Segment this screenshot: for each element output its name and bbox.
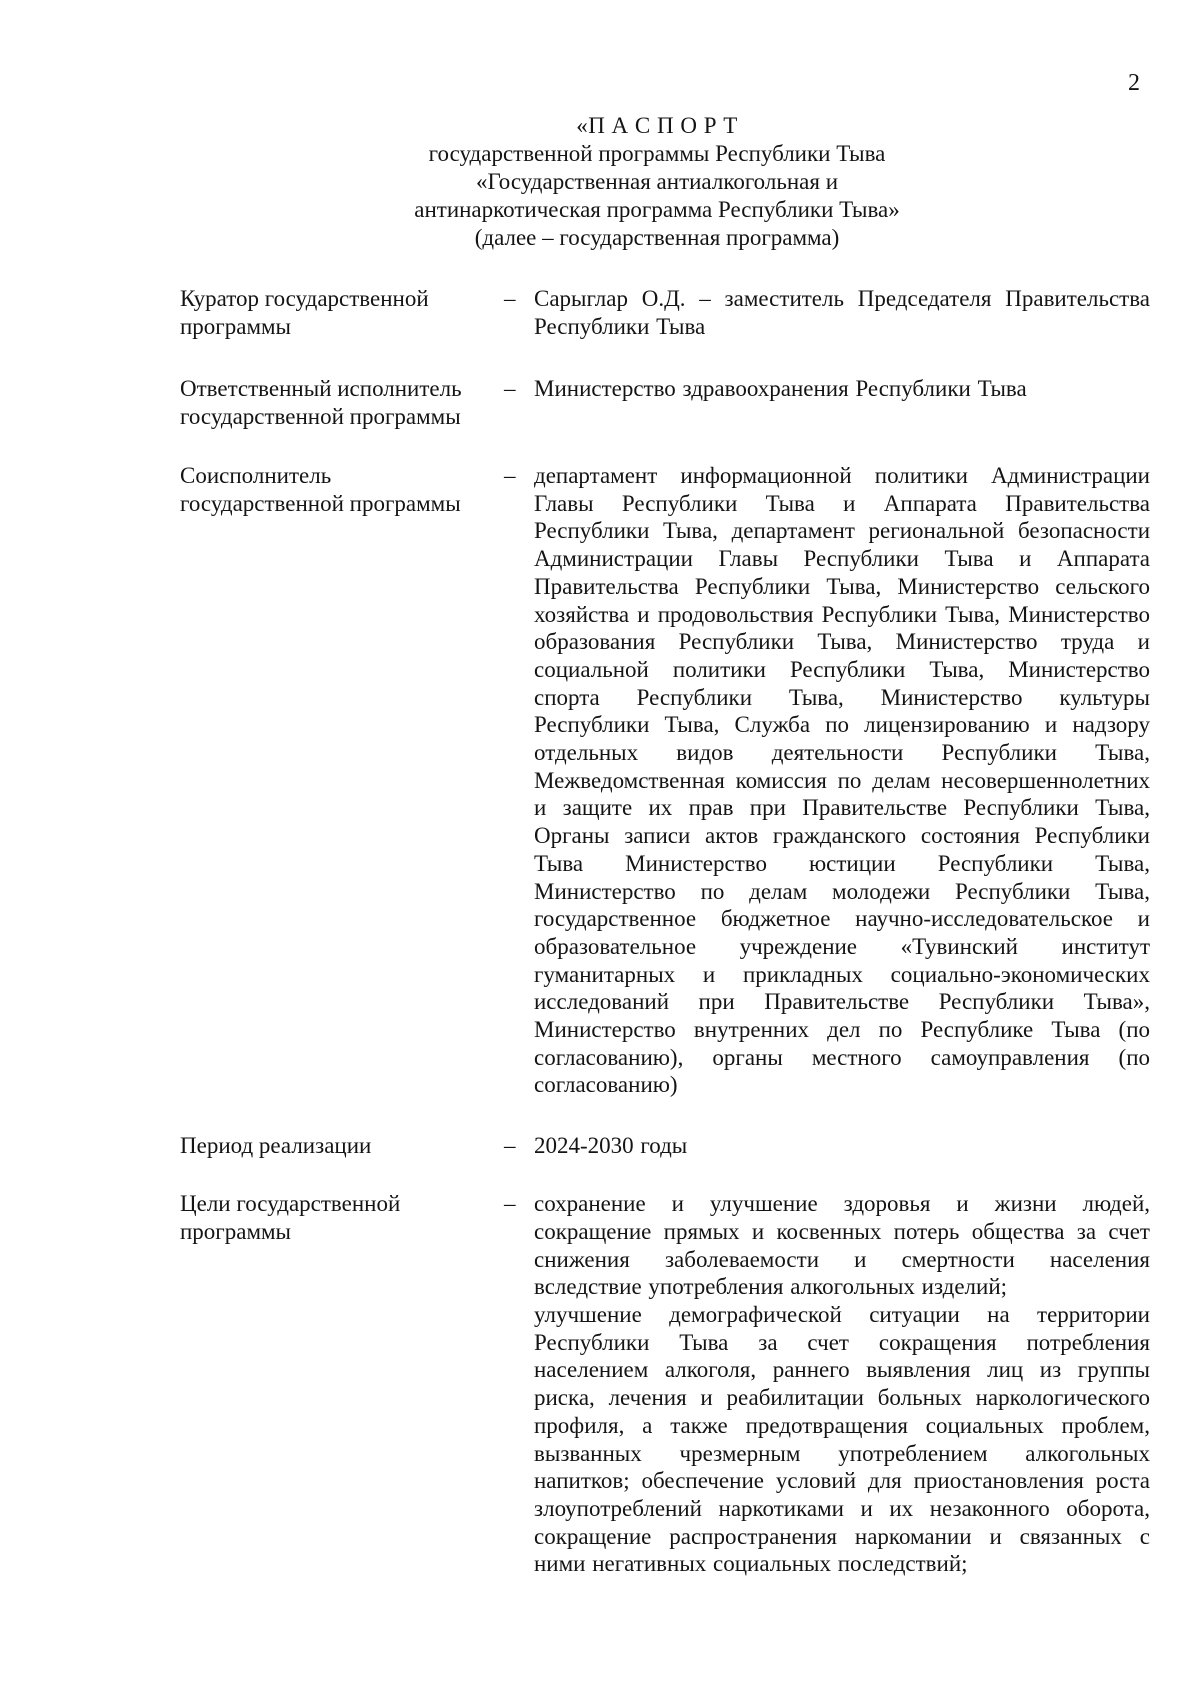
row-value — [534, 1132, 1150, 1160]
title-line-passport: «П А С П О Р Т — [576, 113, 738, 138]
row-co-executor — [180, 462, 1150, 1099]
row-value — [534, 375, 1150, 431]
row-curator — [180, 285, 1150, 341]
row-value — [534, 1190, 1150, 1578]
row-value — [534, 462, 1150, 1099]
row-dash: – — [504, 376, 516, 401]
document-title — [0, 112, 1200, 252]
row-dash: – — [504, 463, 516, 488]
row-label: Ответственный исполнитель государственной программы — [180, 376, 462, 429]
title-line-name-2: антинаркотическая программа Республики Тыва» — [414, 197, 900, 222]
row-period — [180, 1132, 1140, 1160]
row-dash: – — [504, 286, 516, 311]
value-paragraph: сохранение и улучшение здоровья и жизни людей, сокращение прямых и косвенных потерь общества за счет снижения заболеваемости и смертности населения вследствие употребления алкогольных изделий; — [534, 1191, 1150, 1300]
row-dash: – — [504, 1133, 516, 1159]
value-paragraph: улучшение демографической ситуации на территории Республики Тыва за счет сокращения потребления населением алкоголя, раннего выявления лиц из группы риска, лечения и реабилитации больных наркологического профиля, а также предотвращения социальных проблем, вызванных чрезмерным употреблением алкогольных напитков; обеспечение условий для приостановления роста злоупотреблений наркотиками и их незаконного оборота, сокращение распространения наркомании и связанных с ними негативных социальных последствий; — [534, 1301, 1150, 1577]
value-paragraph: 2024-2030 годы — [534, 1133, 688, 1159]
row-label: Период реализации — [180, 1133, 372, 1159]
page-number: 2 — [1128, 70, 1140, 96]
row-responsible-executor — [180, 375, 1140, 431]
title-line-program: государственной программы Республики Тыва — [428, 141, 886, 166]
value-paragraph: Сарыглар О.Д. – заместитель Председателя Правительства Республики Тыва — [534, 286, 1150, 339]
row-dash: – — [504, 1191, 516, 1217]
passport-table — [180, 285, 1150, 1607]
value-paragraph: департамент информационной политики Администрации Главы Республики Тыва и Аппарата Правительства Республики Тыва, департамент региональной безопасности Администрации Главы Республики Тыва и Аппарата Правительства Республики Тыва, Министерство сельского хозяйства и продовольствия Республики Тыва, Министерство образования Республики Тыва, Министерство труда и социальной политики Республики Тыва, Министерство спорта Республики Тыва, Министерство культуры Республики Тыва, Служба по лицензированию и надзору отдельных видов деятельности Республики Тыва, Межведомственная комиссия по делам несовершеннолетних и защите их прав при Правительстве Республики Тыва, Органы записи актов гражданского состояния Республики Тыва Министерство юстиции Республики Тыва, Министерство по делам молодежи Республики Тыва, государственное бюджетное научно-исследовательское и образовательное учреждение «Тувинский институт гуманитарных и прикладных социально-экономических исследований при Правительстве Республики Тыва», Министерство внутренних дел по Республике Тыва (по согласованию), органы местного самоуправления (по согласованию) — [534, 463, 1150, 1098]
title-line-abbrev: (далее – государственная программа) — [474, 225, 840, 250]
row-label: Цели государственной программы — [180, 1191, 401, 1245]
row-value — [534, 285, 1150, 341]
row-label: Куратор государственной программы — [180, 286, 429, 339]
row-label: Соисполнитель государственной программы — [180, 463, 461, 516]
title-line-name-1: «Государственная антиалкогольная и — [475, 169, 838, 194]
value-paragraph: Министерство здравоохранения Республики Тыва — [534, 376, 1027, 401]
row-goals — [180, 1190, 1150, 1578]
